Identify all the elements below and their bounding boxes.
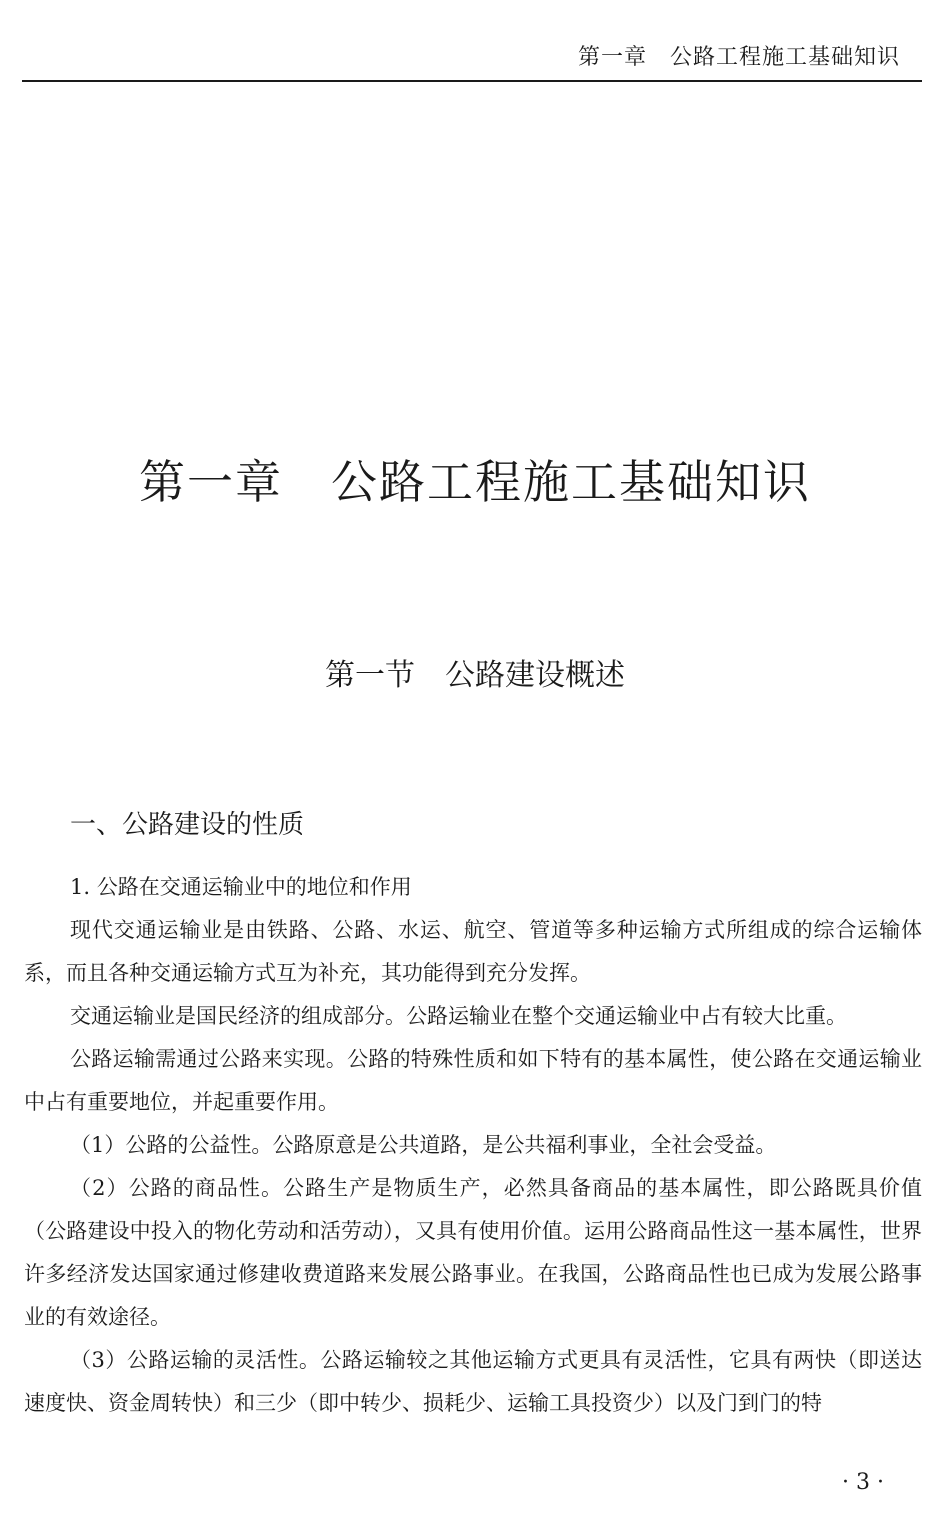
chapter-title: 第一章 公路工程施工基础知识 xyxy=(139,455,811,509)
body-text xyxy=(24,866,922,1425)
section-title: 第一节 公路建设概述 xyxy=(325,658,625,693)
paragraph: （2）公路的商品性。公路生产是物质生产，必然具备商品的基本属性，即公路既具价值（公路建设中投入的物化劳动和活劳动），又具有使用价值。运用公路商品性这一基本属性，世界许多经济发达国家通过修建收费道路来发展公路事业。在我国，公路商品性也已成为发展公路事业的有效途径。 xyxy=(24,1176,922,1329)
paragraph: 公路运输需通过公路来实现。公路的特殊性质和如下特有的基本属性，使公路在交通运输业中占有重要地位，并起重要作用。 xyxy=(24,1047,922,1114)
paragraph: （3）公路运输的灵活性。公路运输较之其他运输方式更具有灵活性，它具有两快（即送达速度快、资金周转快）和三少（即中转少、损耗少、运输工具投资少）以及门到门的特 xyxy=(24,1348,922,1415)
paragraph: 交通运输业是国民经济的组成部分。公路运输业在整个交通运输业中占有较大比重。 xyxy=(70,1004,847,1028)
paragraph: 现代交通运输业是由铁路、公路、水运、航空、管道等多种运输方式所组成的综合运输体系，而且各种交通运输方式互为补充，其功能得到充分发挥。 xyxy=(24,918,922,985)
paragraph-item-heading: 1. 公路在交通运输业中的地位和作用 xyxy=(70,875,412,899)
subsection-heading: 一、公路建设的性质 xyxy=(70,810,305,840)
page-number: · 3 · xyxy=(842,1470,884,1495)
running-header: 第一章 公路工程施工基础知识 xyxy=(577,45,900,70)
header-rule xyxy=(22,80,922,82)
paragraph: （1）公路的公益性。公路原意是公共道路，是公共福利事业，全社会受益。 xyxy=(70,1133,777,1157)
